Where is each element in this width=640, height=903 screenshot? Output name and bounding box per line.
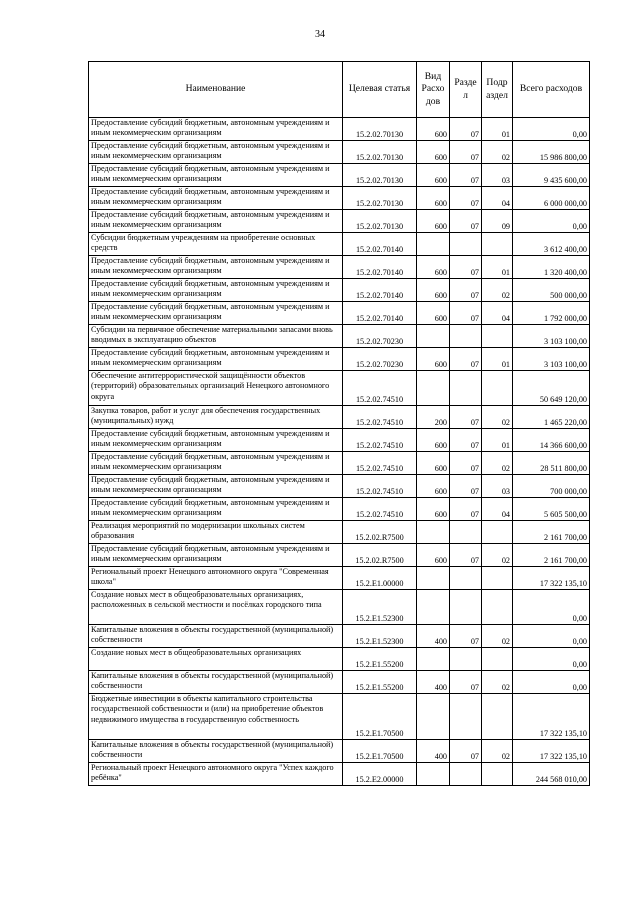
cell-target: 15.2.E1.55200 [343,671,417,694]
table-row [89,279,590,302]
cell-section [450,694,482,740]
cell-section: 07 [450,210,482,233]
cell-name: Предоставление субсидий бюджетным, автономным учреждениям и иным некоммерческим организациям [89,429,343,452]
cell-target: 15.2.02.70130 [343,141,417,164]
cell-total: 17 322 135,10 [513,740,590,763]
cell-type [417,694,450,740]
cell-total: 28 511 800,00 [513,452,590,475]
cell-total: 700 000,00 [513,475,590,498]
table-row [89,371,590,406]
cell-target: 15.2.02.R7500 [343,521,417,544]
header-section: Разде л [450,62,482,118]
cell-section [450,371,482,406]
cell-subsection [482,371,513,406]
cell-name: Обеспечение антитеррористической защищённости объектов (территорий) образовательных организаций Ненецкого автономного округа [89,371,343,406]
cell-section: 07 [450,475,482,498]
cell-section: 07 [450,740,482,763]
table-row [89,521,590,544]
cell-subsection: 03 [482,164,513,187]
cell-subsection: 03 [482,475,513,498]
cell-section: 07 [450,256,482,279]
cell-type [417,521,450,544]
table-row [89,625,590,648]
cell-section [450,521,482,544]
cell-target: 15.2.E1.70500 [343,740,417,763]
table-row [89,694,590,740]
cell-section: 07 [450,348,482,371]
cell-name: Субсидии бюджетным учреждениям на приобретение основных средств [89,233,343,256]
cell-total: 1 792 000,00 [513,302,590,325]
cell-total: 2 161 700,00 [513,544,590,567]
cell-section: 07 [450,406,482,429]
cell-name: Региональный проект Ненецкого автономного округа "Современная школа" [89,567,343,590]
table-row [89,210,590,233]
cell-subsection [482,648,513,671]
table-row [89,302,590,325]
cell-name: Бюджетные инвестиции в объекты капитального строительства государственной собственности и (или) на приобретение объектов недвижимого имущества в государственную собственность [89,694,343,740]
cell-total: 0,00 [513,590,590,625]
table-row [89,475,590,498]
cell-type: 600 [417,544,450,567]
cell-target: 15.2.02.70140 [343,279,417,302]
cell-target: 15.2.02.70130 [343,118,417,141]
cell-target: 15.2.02.70130 [343,164,417,187]
cell-section: 07 [450,302,482,325]
header-total: Всего расходов [513,62,590,118]
cell-name: Реализация мероприятий по модернизации школьных систем образования [89,521,343,544]
cell-subsection: 02 [482,452,513,475]
table-row [89,325,590,348]
cell-type: 600 [417,452,450,475]
cell-section: 07 [450,279,482,302]
cell-target: 15.2.02.70140 [343,256,417,279]
cell-subsection: 02 [482,625,513,648]
cell-name: Предоставление субсидий бюджетным, автономным учреждениям и иным некоммерческим организациям [89,498,343,521]
cell-type: 600 [417,279,450,302]
cell-name: Региональный проект Ненецкого автономного округа "Успех каждого ребёнка" [89,763,343,786]
cell-subsection [482,694,513,740]
cell-name: Создание новых мест в общеобразовательных организациях [89,648,343,671]
cell-section: 07 [450,671,482,694]
cell-name: Капитальные вложения в объекты государственной (муниципальной) собственности [89,625,343,648]
cell-target: 15.2.02.70140 [343,302,417,325]
cell-subsection: 04 [482,302,513,325]
cell-type: 600 [417,348,450,371]
table-row [89,740,590,763]
cell-total: 3 103 100,00 [513,325,590,348]
cell-name: Предоставление субсидий бюджетным, автономным учреждениям и иным некоммерческим организациям [89,348,343,371]
cell-type [417,371,450,406]
cell-total: 3 103 100,00 [513,348,590,371]
cell-type [417,648,450,671]
cell-target: 15.2.02.70230 [343,325,417,348]
cell-total: 2 161 700,00 [513,521,590,544]
cell-target: 15.2.E1.52300 [343,590,417,625]
cell-total: 17 322 135,10 [513,694,590,740]
budget-table [88,61,590,786]
table-row [89,567,590,590]
cell-name: Субсидии на первичное обеспечение материальными запасами вновь вводимых в эксплуатацию объектов [89,325,343,348]
cell-target: 15.2.02.70140 [343,233,417,256]
table-row [89,141,590,164]
cell-name: Предоставление субсидий бюджетным, автономным учреждениям и иным некоммерческим организациям [89,164,343,187]
cell-type: 600 [417,187,450,210]
cell-total: 9 435 600,00 [513,164,590,187]
cell-total: 1 465 220,00 [513,406,590,429]
cell-name: Предоставление субсидий бюджетным, автономным учреждениям и иным некоммерческим организациям [89,187,343,210]
cell-name: Предоставление субсидий бюджетным, автономным учреждениям и иным некоммерческим организациям [89,256,343,279]
cell-type [417,590,450,625]
header-type: Вид Расхо дов [417,62,450,118]
cell-type: 400 [417,671,450,694]
cell-subsection: 02 [482,406,513,429]
cell-section: 07 [450,187,482,210]
cell-section: 07 [450,141,482,164]
cell-target: 15.2.02.74510 [343,371,417,406]
cell-type [417,325,450,348]
cell-subsection: 01 [482,118,513,141]
cell-subsection: 04 [482,498,513,521]
cell-target: 15.2.02.74510 [343,452,417,475]
cell-target: 15.2.E1.70500 [343,694,417,740]
cell-target: 15.2.02.74510 [343,475,417,498]
table-row [89,233,590,256]
cell-total: 50 649 120,00 [513,371,590,406]
cell-section: 07 [450,452,482,475]
cell-section: 07 [450,164,482,187]
cell-subsection: 02 [482,740,513,763]
cell-subsection [482,521,513,544]
page-number: 34 [315,29,325,40]
cell-subsection: 02 [482,544,513,567]
cell-type: 600 [417,475,450,498]
cell-type [417,567,450,590]
cell-section: 07 [450,498,482,521]
table-row [89,498,590,521]
header-name: Наименование [89,62,343,118]
cell-total: 500 000,00 [513,279,590,302]
cell-target: 15.2.02.74510 [343,406,417,429]
cell-total: 14 366 600,00 [513,429,590,452]
table-row [89,648,590,671]
cell-name: Предоставление субсидий бюджетным, автономным учреждениям и иным некоммерческим организациям [89,475,343,498]
cell-name: Капитальные вложения в объекты государственной (муниципальной) собственности [89,740,343,763]
cell-name: Капитальные вложения в объекты государственной (муниципальной) собственности [89,671,343,694]
cell-name: Предоставление субсидий бюджетным, автономным учреждениям и иным некоммерческим организациям [89,141,343,164]
cell-subsection: 01 [482,348,513,371]
table-row [89,763,590,786]
cell-target: 15.2.02.R7500 [343,544,417,567]
cell-name: Предоставление субсидий бюджетным, автономным учреждениям и иным некоммерческим организациям [89,302,343,325]
cell-total: 5 605 500,00 [513,498,590,521]
cell-type: 600 [417,210,450,233]
cell-type: 600 [417,302,450,325]
cell-total: 1 320 400,00 [513,256,590,279]
cell-section [450,325,482,348]
cell-subsection: 02 [482,671,513,694]
cell-type [417,763,450,786]
cell-total: 244 568 010,00 [513,763,590,786]
table-row [89,187,590,210]
cell-type [417,233,450,256]
cell-subsection: 02 [482,279,513,302]
cell-subsection [482,233,513,256]
cell-type: 600 [417,164,450,187]
cell-name: Закупка товаров, работ и услуг для обеспечения государственных (муниципальных) нужд [89,406,343,429]
cell-subsection: 09 [482,210,513,233]
cell-section [450,567,482,590]
cell-section: 07 [450,544,482,567]
cell-type: 400 [417,625,450,648]
cell-total: 0,00 [513,210,590,233]
cell-target: 15.2.02.70130 [343,187,417,210]
cell-subsection: 01 [482,256,513,279]
table-row [89,164,590,187]
cell-target: 15.2.E1.55200 [343,648,417,671]
cell-total: 6 000 000,00 [513,187,590,210]
cell-total: 0,00 [513,118,590,141]
cell-section [450,590,482,625]
cell-target: 15.2.02.70230 [343,348,417,371]
cell-subsection: 04 [482,187,513,210]
cell-section: 07 [450,625,482,648]
table-row [89,544,590,567]
cell-name: Предоставление субсидий бюджетным, автономным учреждениям и иным некоммерческим организациям [89,279,343,302]
header-subsection: Подр аздел [482,62,513,118]
cell-subsection [482,567,513,590]
cell-type: 400 [417,740,450,763]
header-target: Целевая статья [343,62,417,118]
cell-total: 0,00 [513,671,590,694]
table-row [89,429,590,452]
cell-target: 15.2.E1.00000 [343,567,417,590]
cell-total: 3 612 400,00 [513,233,590,256]
cell-name: Создание новых мест в общеобразовательных организациях, расположенных в сельской местности и посёлках городского типа [89,590,343,625]
cell-subsection [482,763,513,786]
cell-name: Предоставление субсидий бюджетным, автономным учреждениям и иным некоммерческим организациям [89,118,343,141]
cell-target: 15.2.E2.00000 [343,763,417,786]
cell-type: 600 [417,429,450,452]
table-row [89,671,590,694]
table-row [89,256,590,279]
cell-subsection [482,325,513,348]
table-row [89,590,590,625]
table-row [89,348,590,371]
cell-section: 07 [450,429,482,452]
cell-subsection: 01 [482,429,513,452]
cell-section [450,233,482,256]
cell-target: 15.2.02.74510 [343,429,417,452]
cell-section: 07 [450,118,482,141]
cell-type: 600 [417,498,450,521]
table-header-row [89,62,590,118]
cell-subsection [482,590,513,625]
cell-type: 200 [417,406,450,429]
cell-target: 15.2.02.74510 [343,498,417,521]
cell-target: 15.2.E1.52300 [343,625,417,648]
cell-section [450,648,482,671]
cell-subsection: 02 [482,141,513,164]
cell-type: 600 [417,256,450,279]
cell-total: 17 322 135,10 [513,567,590,590]
cell-name: Предоставление субсидий бюджетным, автономным учреждениям и иным некоммерческим организациям [89,452,343,475]
cell-type: 600 [417,141,450,164]
cell-section [450,763,482,786]
cell-total: 0,00 [513,625,590,648]
cell-total: 15 986 800,00 [513,141,590,164]
cell-type: 600 [417,118,450,141]
table-row [89,452,590,475]
table-row [89,406,590,429]
cell-name: Предоставление субсидий бюджетным, автономным учреждениям и иным некоммерческим организациям [89,210,343,233]
cell-name: Предоставление субсидий бюджетным, автономным учреждениям и иным некоммерческим организациям [89,544,343,567]
table-row [89,118,590,141]
cell-target: 15.2.02.70130 [343,210,417,233]
cell-total: 0,00 [513,648,590,671]
